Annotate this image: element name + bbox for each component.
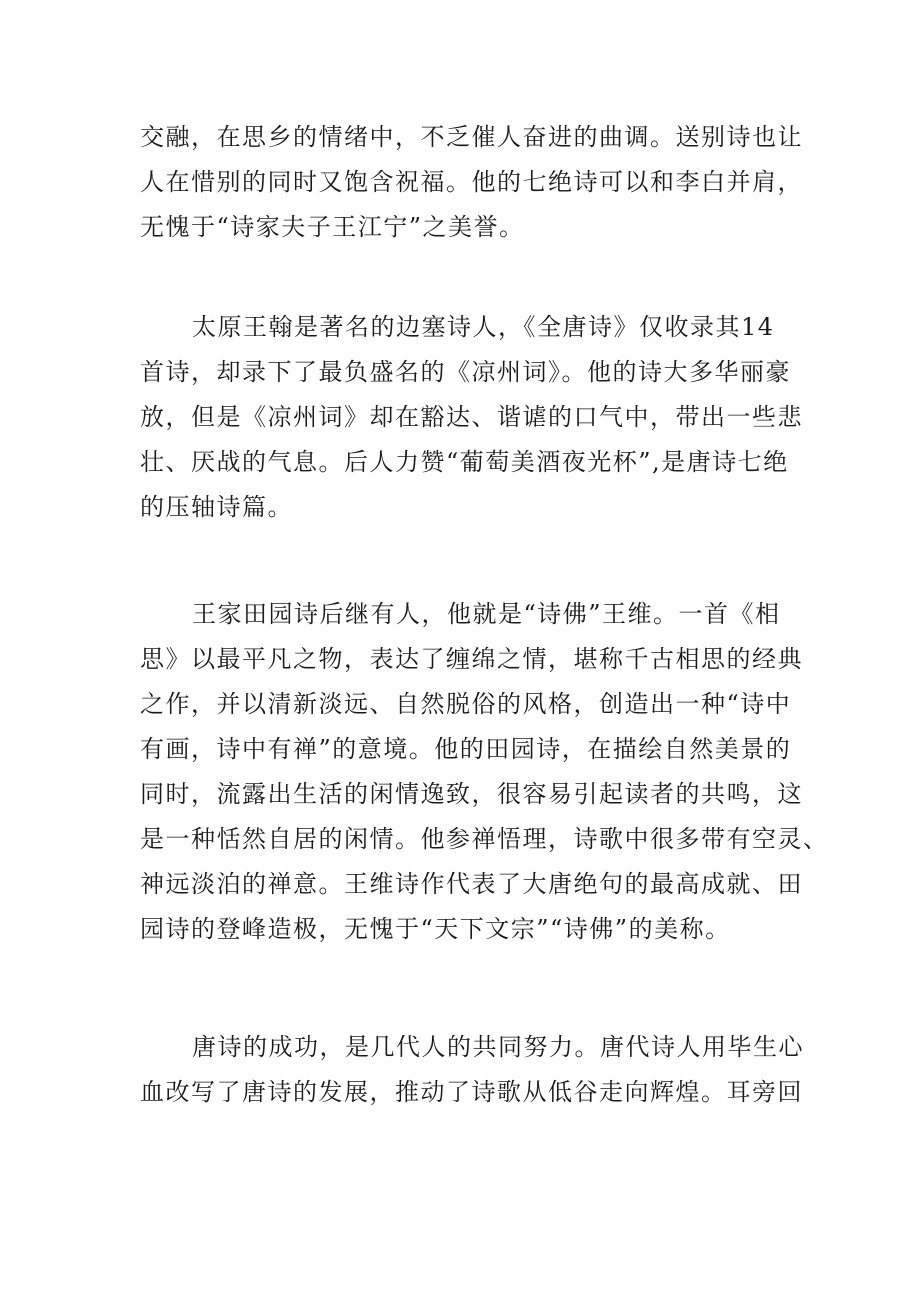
paragraph-wang-changling-continued [140, 115, 803, 250]
text-line: 首诗，却录下了最负盛名的《凉州词》。他的诗大多华丽豪 [140, 358, 791, 386]
text-line: 唐诗的成功，是几代人的共同努力。唐代诗人用毕生心 [192, 1033, 804, 1061]
text-line: 同时，流露出生活的闲情逸致，很容易引起读者的共鸣，这 [140, 780, 803, 808]
text-line: 之作，并以清新淡远、自然脱俗的风格，创造出一种“诗中 [140, 690, 792, 718]
text-line: 人在惜别的同时又饱含祝福。他的七绝诗可以和李白并肩， [140, 168, 803, 196]
text-line: 思》以最平凡之物，表达了缠绵之情，堪称千古相思的经典 [140, 645, 803, 673]
text-line: 是一种恬然自居的闲情。他参禅悟理，诗歌中很多带有空灵、 [140, 825, 829, 853]
text-line: 王家田园诗后继有人，他就是“诗佛”王维。一首《相 [192, 600, 781, 628]
text-line: 太原王翰是著名的边塞诗人，《全唐诗》仅收录其14 [192, 313, 775, 341]
text-line: 神远淡泊的禅意。王维诗作代表了大唐绝句的最高成就、田 [140, 870, 803, 898]
text-line: 壮、厌战的气息。后人力赞“葡萄美酒夜光杯”,是唐诗七绝 [140, 448, 789, 476]
text-line: 的压轴诗篇。 [140, 493, 293, 521]
paragraph-wang-han [140, 305, 803, 530]
text-line: 无愧于“诗家夫子王江宁”之美誉。 [140, 213, 525, 241]
paragraph-tang-poetry-success [140, 1025, 804, 1115]
text-line: 有画，诗中有禅”的意境。他的田园诗，在描绘自然美景的 [140, 735, 792, 763]
text-line: 园诗的登峰造极，无愧于“天下文宗”“诗佛”的美称。 [140, 915, 731, 943]
text-line: 放，但是《凉州词》却在豁达、谐谑的口气中，带出一些悲 [140, 403, 803, 431]
paragraph-wang-wei [140, 592, 829, 952]
text-line: 交融，在思乡的情绪中，不乏催人奋进的曲调。送别诗也让 [140, 123, 803, 151]
text-line: 血改写了唐诗的发展，推动了诗歌从低谷走向辉煌。耳旁回 [140, 1078, 803, 1106]
